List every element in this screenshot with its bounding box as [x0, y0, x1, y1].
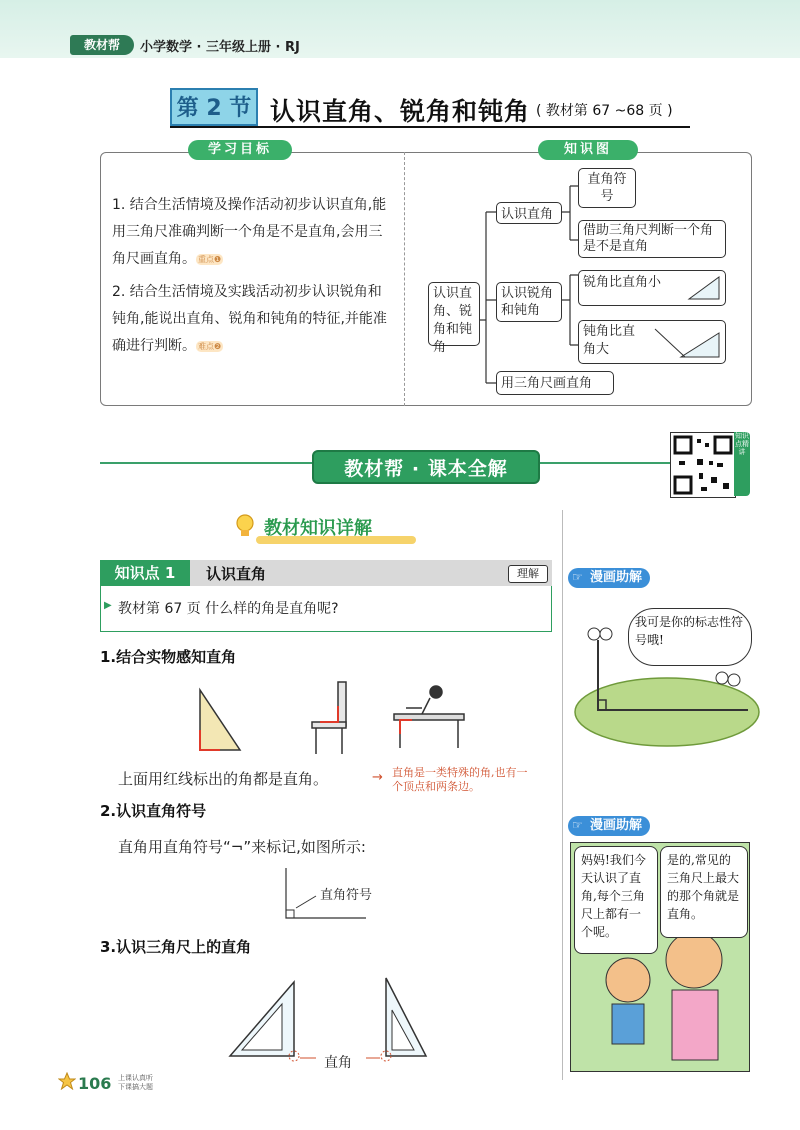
- page-number: 106: [78, 1074, 112, 1093]
- bench-shape: [394, 686, 464, 748]
- key-mark: 重点❶: [198, 254, 222, 264]
- section-heading: [170, 88, 690, 128]
- comic2-label: 漫画助解: [568, 816, 650, 836]
- right-angle-label: 直角: [324, 1055, 352, 1071]
- lightbulb-icon: [232, 512, 258, 540]
- mindmap-leaf-obtuse: 钝角比直角大: [578, 320, 726, 364]
- question-text: 教材第 67 页 什么样的角是直角呢?: [118, 601, 339, 617]
- mindmap-leaf-acute: 锐角比直角小: [578, 270, 726, 306]
- step3-title: 3.认识三角尺上的直角: [100, 938, 252, 956]
- book-title: 小学数学 · 三年级上册 · RJ: [140, 40, 300, 55]
- pointing-hand-icon: ☞: [572, 818, 583, 832]
- right-angle-symbol-label: 直角符号: [320, 888, 373, 903]
- star-icon: [58, 1072, 76, 1090]
- step1-title: 1.结合实物感知直角: [100, 648, 237, 666]
- step2-text: 直角用直角符号“¬”来标记,如图所示:: [118, 838, 366, 856]
- footer-slogan: 上课认真听 下课搞大题: [118, 1074, 153, 1091]
- mindmap-branch-acute-obtuse: 认识锐角和钝角: [496, 282, 562, 322]
- chair-shape: [312, 682, 346, 754]
- goal-item: 2. 结合生活情境及实践活动初步认识锐角和钝角,能说出直角、锐角和钝角的特征,并能准确进行判断。 难点❷: [112, 284, 387, 354]
- knowledge-point-title: 认识直角: [206, 565, 267, 583]
- right-angle-mark: [320, 706, 338, 722]
- right-angle-mark: [400, 720, 412, 734]
- detail-subtitle: 教材知识详解: [264, 518, 372, 539]
- knowledge-point-label: 知识点 1: [100, 560, 190, 586]
- step1-note: 直角是一类特殊的角,也有一个顶点和两条边。: [392, 766, 528, 793]
- arrow-icon: →: [372, 770, 383, 785]
- mindmap-leaf-judge: 借助三角尺判断一个角是不是直角: [578, 220, 726, 258]
- mindmap-branch-draw: 用三角尺画直角: [496, 371, 614, 395]
- section-title: 认识直角、锐角和钝角: [270, 97, 531, 126]
- real-objects-illustration: [190, 678, 480, 758]
- qr-side-label: 知识点精讲: [734, 432, 750, 496]
- panel-divider: [404, 152, 405, 406]
- mindmap-leaf-symbol: 直角符号: [578, 168, 636, 208]
- obtuse-angle-icon: [651, 325, 721, 361]
- mindmap: [420, 160, 750, 400]
- section-underline: [170, 126, 690, 128]
- triangle-bullet-icon: ▶: [104, 600, 112, 611]
- brand-tag: 教材帮: [70, 35, 134, 55]
- comic2-kid-bubble: 妈妈!我们今天认识了直角,每个三角尺上都有一个呢。: [574, 846, 658, 954]
- set-square-shape: [200, 690, 240, 750]
- set-square-icon: [687, 275, 721, 301]
- chapter-banner: 教材帮 · 课本全解: [312, 450, 540, 484]
- qr-code[interactable]: [670, 432, 736, 498]
- mindmap-root: 认识直角、锐角和钝角: [428, 282, 480, 346]
- qr-icon: [671, 433, 735, 497]
- comic1-bubble: 我可是你的标志性符号哦!: [628, 608, 752, 666]
- knowledge-point-tag: 理解: [508, 565, 548, 583]
- goals-label: 学习目标: [188, 140, 292, 160]
- mindmap-label: 知识图: [538, 140, 638, 160]
- mindmap-branch-right-angle: 认识直角: [496, 202, 562, 224]
- section-number: 第 2 节: [170, 88, 258, 126]
- step2-title: 2.认识直角符号: [100, 802, 207, 820]
- section-ref: ( 教材第 67 ~68 页 ): [536, 103, 673, 119]
- goal-item: 1. 结合生活情境及操作活动初步认识直角,能用三角尺准确判断一个角是不是直角,会用三角尺画直角。 重点❶: [112, 197, 387, 267]
- difficulty-mark: 难点❷: [198, 341, 222, 351]
- column-rule: [562, 510, 563, 1080]
- step1-text: 上面用红线标出的角都是直角。: [118, 770, 329, 788]
- goals-list: [112, 192, 394, 366]
- pointing-hand-icon: ☞: [572, 570, 583, 584]
- comic2-mom-bubble: 是的,常见的三角尺上最大的那个角就是直角。: [660, 846, 748, 938]
- comic1-label: 漫画助解: [568, 568, 650, 588]
